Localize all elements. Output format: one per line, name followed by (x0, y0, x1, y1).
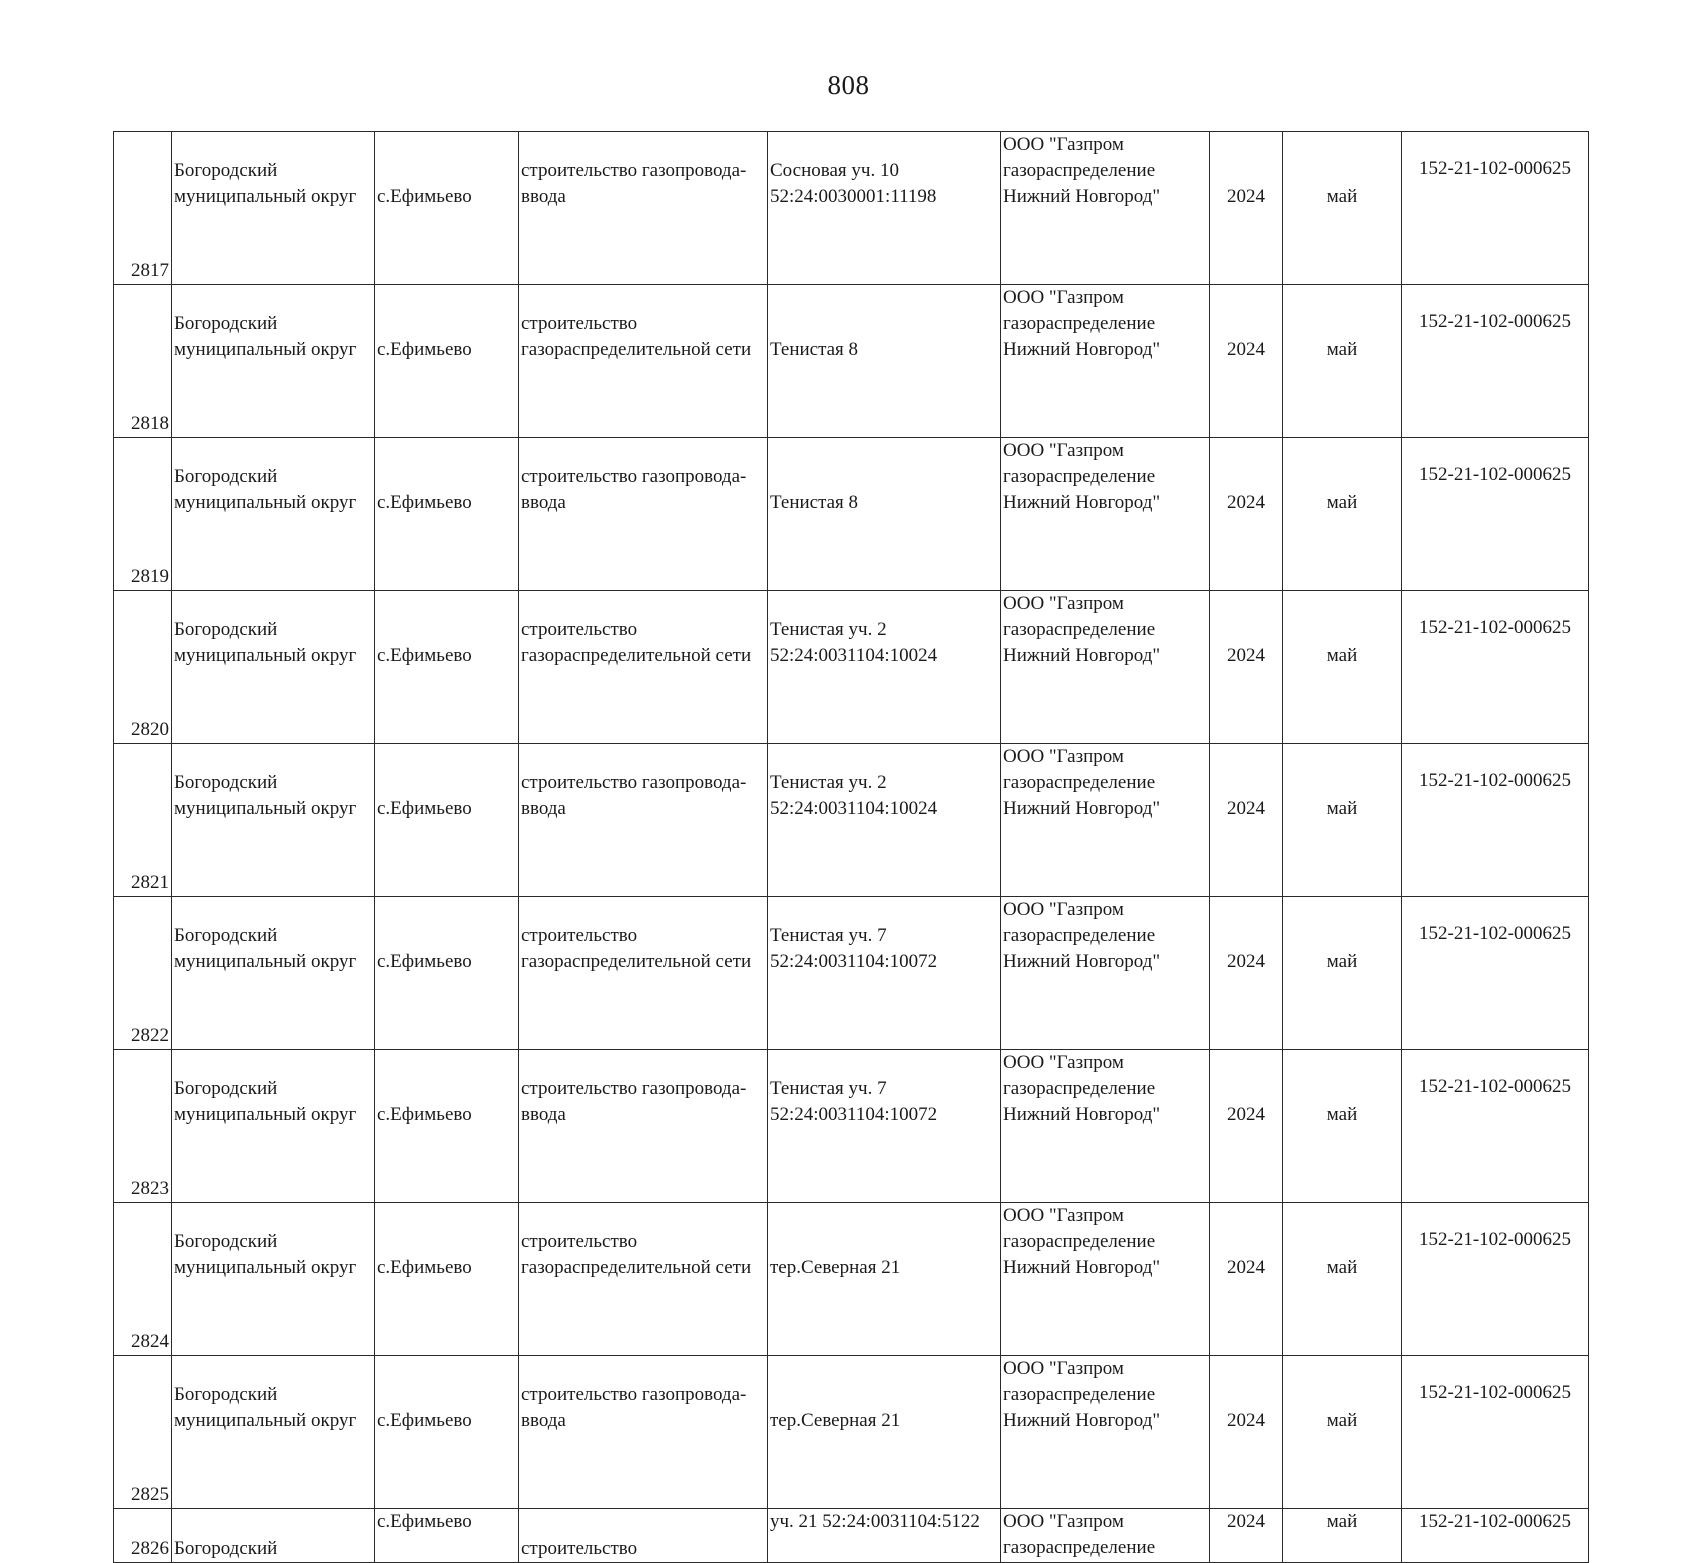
code-cell: 152-21-102-000625 (1402, 1509, 1589, 1563)
district-cell: Богородский муниципальный округ (172, 1356, 375, 1509)
address-cell: тер.Северная 21 (768, 1203, 1001, 1356)
table-row (114, 591, 1589, 744)
year-cell: 2024 (1210, 897, 1283, 1050)
row-number: 2820 (114, 591, 172, 744)
code-cell: 152-21-102-000625 (1402, 1356, 1589, 1509)
year-cell: 2024 (1210, 1050, 1283, 1203)
month-cell: май (1283, 591, 1402, 744)
table-row (114, 132, 1589, 285)
work-type-cell: строительство газопровода- ввода (519, 1356, 768, 1509)
code-cell: 152-21-102-000625 (1402, 1203, 1589, 1356)
table-row (114, 1203, 1589, 1356)
district-cell: Богородский муниципальный округ (172, 132, 375, 285)
row-number: 2826 (114, 1509, 172, 1563)
village-cell: с.Ефимьево (375, 744, 519, 897)
row-number: 2824 (114, 1203, 172, 1356)
work-type-cell: строительство газораспределительной сети (519, 1203, 768, 1356)
address-cell: Тенистая уч. 7 52:24:0031104:10072 (768, 1050, 1001, 1203)
organization-cell: ООО "Газпром газораспределение Нижний Новгород" (1001, 438, 1210, 591)
year-cell: 2024 (1210, 1356, 1283, 1509)
organization-cell: ООО "Газпром газораспределение Нижний Новгород" (1001, 132, 1210, 285)
row-number: 2825 (114, 1356, 172, 1509)
table-body (114, 132, 1589, 1563)
village-cell: с.Ефимьево (375, 438, 519, 591)
code-cell: 152-21-102-000625 (1402, 897, 1589, 1050)
row-number: 2821 (114, 744, 172, 897)
table-row (114, 285, 1589, 438)
month-cell: май (1283, 285, 1402, 438)
code-cell: 152-21-102-000625 (1402, 285, 1589, 438)
month-cell: май (1283, 1050, 1402, 1203)
district-cell: Богородский муниципальный округ (172, 1050, 375, 1203)
year-cell: 2024 (1210, 438, 1283, 591)
address-cell: Сосновая уч. 10 52:24:0030001:11198 (768, 132, 1001, 285)
address-cell: Тенистая уч. 2 52:24:0031104:10024 (768, 744, 1001, 897)
district-cell: Богородский муниципальный округ (172, 591, 375, 744)
table-row (114, 1356, 1589, 1509)
works-table (113, 131, 1589, 1563)
village-cell: с.Ефимьево (375, 1356, 519, 1509)
address-cell: уч. 21 52:24:0031104:5122 (768, 1509, 1001, 1563)
table-row (114, 1509, 1589, 1563)
year-cell: 2024 (1210, 744, 1283, 897)
year-cell: 2024 (1210, 1203, 1283, 1356)
village-cell: с.Ефимьево (375, 1050, 519, 1203)
table-row (114, 438, 1589, 591)
village-cell: с.Ефимьево (375, 591, 519, 744)
code-cell: 152-21-102-000625 (1402, 132, 1589, 285)
row-number: 2818 (114, 285, 172, 438)
month-cell: май (1283, 132, 1402, 285)
village-cell: с.Ефимьево (375, 897, 519, 1050)
organization-cell: ООО "Газпром газораспределение Нижний Новгород" (1001, 1203, 1210, 1356)
work-type-cell: строительство газораспределительной сети (519, 897, 768, 1050)
code-cell: 152-21-102-000625 (1402, 1050, 1589, 1203)
village-cell: с.Ефимьево (375, 1509, 519, 1563)
table-row (114, 1050, 1589, 1203)
organization-cell: ООО "Газпром газораспределение Нижний Новгород" (1001, 1050, 1210, 1203)
work-type-cell: строительство газопровода- ввода (519, 1050, 768, 1203)
year-cell: 2024 (1210, 285, 1283, 438)
district-cell: Богородский (172, 1509, 375, 1563)
address-cell: Тенистая уч. 7 52:24:0031104:10072 (768, 897, 1001, 1050)
village-cell: с.Ефимьево (375, 1203, 519, 1356)
code-cell: 152-21-102-000625 (1402, 438, 1589, 591)
month-cell: май (1283, 744, 1402, 897)
district-cell: Богородский муниципальный округ (172, 1203, 375, 1356)
month-cell: май (1283, 438, 1402, 591)
district-cell: Богородский муниципальный округ (172, 897, 375, 1050)
organization-cell: ООО "Газпром газораспределение Нижний Новгород" (1001, 1356, 1210, 1509)
work-type-cell: строительство газопровода- ввода (519, 744, 768, 897)
work-type-cell: строительство газораспределительной сети (519, 591, 768, 744)
district-cell: Богородский муниципальный округ (172, 285, 375, 438)
month-cell: май (1283, 1509, 1402, 1563)
work-type-cell: строительство газораспределительной сети (519, 285, 768, 438)
page-number: 808 (827, 70, 870, 100)
code-cell: 152-21-102-000625 (1402, 744, 1589, 897)
organization-cell: ООО "Газпром газораспределение (1001, 1509, 1210, 1563)
month-cell: май (1283, 897, 1402, 1050)
organization-cell: ООО "Газпром газораспределение Нижний Новгород" (1001, 591, 1210, 744)
table-row (114, 744, 1589, 897)
address-cell: тер.Северная 21 (768, 1356, 1001, 1509)
year-cell: 2024 (1210, 1509, 1283, 1563)
month-cell: май (1283, 1356, 1402, 1509)
table-row (114, 897, 1589, 1050)
row-number: 2819 (114, 438, 172, 591)
row-number: 2822 (114, 897, 172, 1050)
organization-cell: ООО "Газпром газораспределение Нижний Новгород" (1001, 285, 1210, 438)
address-cell: Тенистая 8 (768, 285, 1001, 438)
village-cell: с.Ефимьево (375, 285, 519, 438)
address-cell: Тенистая 8 (768, 438, 1001, 591)
row-number: 2817 (114, 132, 172, 285)
work-type-cell: строительство газопровода- ввода (519, 132, 768, 285)
work-type-cell: строительство (519, 1509, 768, 1563)
organization-cell: ООО "Газпром газораспределение Нижний Новгород" (1001, 744, 1210, 897)
address-cell: Тенистая уч. 2 52:24:0031104:10024 (768, 591, 1001, 744)
code-cell: 152-21-102-000625 (1402, 591, 1589, 744)
year-cell: 2024 (1210, 591, 1283, 744)
year-cell: 2024 (1210, 132, 1283, 285)
month-cell: май (1283, 1203, 1402, 1356)
district-cell: Богородский муниципальный округ (172, 438, 375, 591)
row-number: 2823 (114, 1050, 172, 1203)
organization-cell: ООО "Газпром газораспределение Нижний Новгород" (1001, 897, 1210, 1050)
village-cell: с.Ефимьево (375, 132, 519, 285)
district-cell: Богородский муниципальный округ (172, 744, 375, 897)
work-type-cell: строительство газопровода- ввода (519, 438, 768, 591)
